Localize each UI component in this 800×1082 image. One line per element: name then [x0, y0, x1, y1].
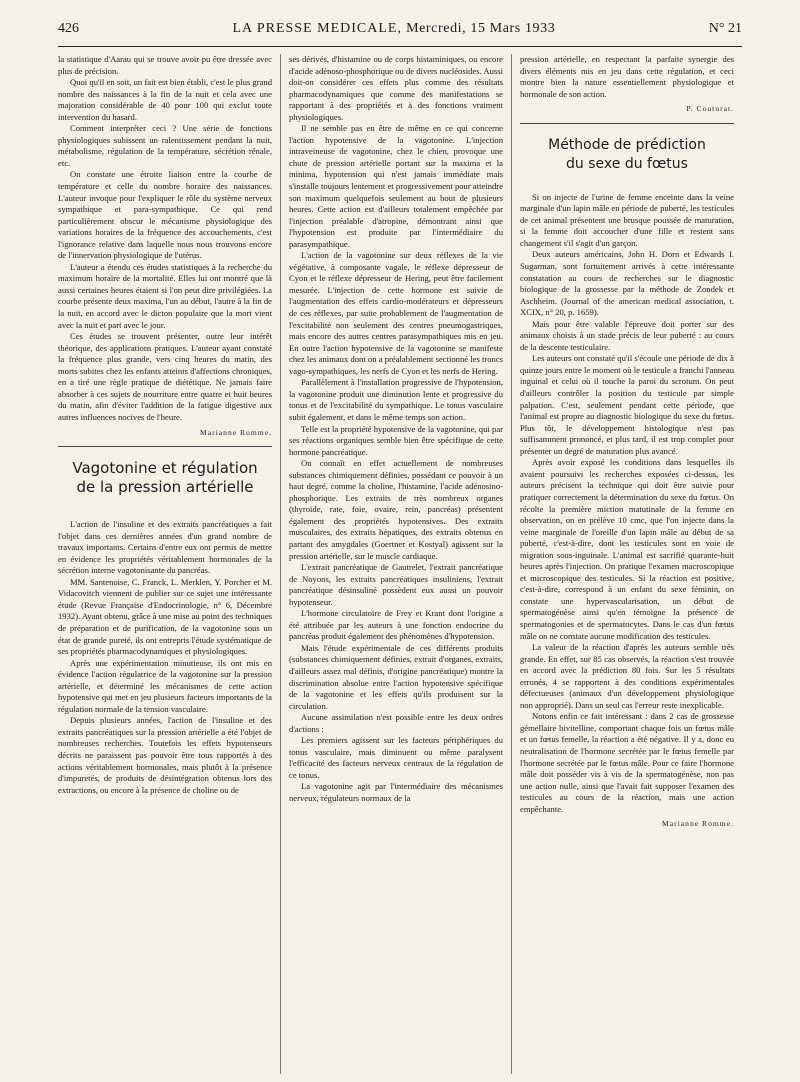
paragraph: Quoi qu'il en soit, un fait est bien établi, c'est le plus grand nombre des naissances à la fin de la nuit et cela avec une majoration considérable de 40 pour 100 qui exclut toute intervention du hasard. [58, 77, 272, 122]
column-divider [280, 54, 281, 1074]
paragraph: Les auteurs ont constaté qu'il s'écoule une période de dix à quinze jours entre le moment où le testicule a franchi l'anneau inguinal et celui où il touche la paroi du scrotum. On peut d'ailleurs contrôler la position du testicule par simple palpation. C'est, seulement pendant cette période, que l'animal est propre au diagnostic biologique du sexe du fœtus. Plus tôt, le développement histologique n'est pas suffisamment prononcé, et plus tard, il est trop complet pour présenter un degré de maturation plus avancé. [520, 353, 734, 456]
column-right [520, 54, 734, 1074]
heading-line: du sexe du fœtus [566, 155, 688, 172]
paragraph: la statistique d'Aarau qui se trouve avoir pu être dressée avec plus de précision. [58, 54, 272, 76]
paragraph: pression artérielle, en respectant la parfaite synergie des divers éléments mis en jeu dans cette régulation, et ceci montre bien la nature essentiellement physiologique et hormonale de son action. [520, 54, 734, 99]
article-divider [58, 446, 272, 447]
paragraph: L'auteur a étendu ces études statistiques à la recherche du maximum horaire de la mortalité. Elles lui ont montré que là aussi certaines heures étaient si l'on peut dire privilégiées. La courbe présente deux maxima, l'un au début, l'autre à la fin de la nuit, en accord avec le dicton populaire que la mort vient avec la nuit et part avec le jour. [58, 261, 272, 330]
heading-line: Méthode de prédiction [548, 136, 706, 153]
author-signature: Marianne Romme. [662, 819, 734, 829]
paragraph: L'extrait pancréatique de Gautrelet, l'extrait pancréatique de Noyons, les extraits pancréatiques insuliniens, l'extrait pancréatique désinsuliné possèdent eux aussi un pouvoir hypotenseur. [289, 562, 503, 607]
paragraph: Après avoir exposé les conditions dans lesquelles ils avaient poursuivi les recherches exposées ci-dessus, les auteurs précisent la technique qui doit être suivie pour pratiquer correctement la détermination du sexe du fœtus. On récolte la première miction matutinale de la femme en observation, on en prélève 10 cmc, que l'on injecte dans la veine marginale de l'oreille d'un lapin mâle au début de sa puberté, c'est-à-dire, dont les testicules sont en voie de migration sous-inguinale. L'animal est sacrifié quarante-huit heures après l'injection. On pratique l'examen macroscopique et microscopique des testicules. Si la réaction est positive, c'est-à-dire, correspond à un enfant du sexe féminin, on constate une hypervascularisation, un début de spermatogénèse ainsi qu'en témoigne la présence de spermatogonies et de spermatocytes. Dans le cas d'un fœtus mâle on ne constate aucune modification des testicules. [520, 457, 734, 641]
paragraph: Telle est la propriété hypotensive de la vagotonine, qui par ses réactions organiques semble bien être spécifique de cette hormone pancréatique. [289, 423, 503, 457]
paragraph: L'action de l'insuline et des extraits pancréatiques a fait l'objet dans ces dernières années d'un grand nombre de travaux importants. Certains d'entre eux ont permis de mettre en évidence les propriétés véritablement hormonales de la sécrétion interne vagotonisante du pancréas. [58, 519, 272, 576]
paragraph: Notons enfin ce fait intéressant : dans 2 cas de grossesse gémellaire bivitelline, comportant chaque fois un fœtus mâle et un fœtus femelle, la réaction a été négative. Il y a, donc eu neutralisation de l'hormone secrétée par le fœtus femelle par l'hormone secrétée par le fœtus mâle. Pour ce faire l'hormone mâle doit posséder vis à vis de la spermatogénèse, non pas une action nulle, ainsi que l'avait fait supposer l'examen des testicules au cours de la réaction, mais une action empêchante. [520, 711, 734, 814]
paragraph: Depuis plusieurs années, l'action de l'insuline et des extraits pancréatiques sur la pression artérielle a été l'objet de nombreuses recherches. Toutefois les effets hypotenseurs décrits ne paraissent pas pouvoir être tous rapportés à des actions véritablement hormonales, mais plutôt à la présence d'impuretés, de produits de désintégration obtenus lors des extractions, ou encore à la présence de choline ou de [58, 715, 272, 795]
header-rule [58, 46, 742, 47]
paragraph: ses dérivés, d'histamine ou de corps histaminiques, ou encore d'acide adénoso-phosphorique ou de divers nucléosides. Aussi doit-on considérer ces effets plus comme des résultats pharmacodynamiques que comme des manifestations se rapportant à des propriétés et à des fonctions vraiment physiologiques. [289, 54, 503, 122]
issue-number: N° 21 [708, 21, 742, 36]
article-divider [520, 123, 734, 124]
paragraph: L'action de la vagotonine sur deux réflexes de la vie végétative, à composante vagale, le réflexe dépresseur de Cyon et le réflexe dépresseur de Hering, peut être facilement mesurée. L'injection de cette hormone est suivie de l'augmentation des effets cardio-modérateurs et dépresseurs de ces réflexes, par suite probablement de l'augmentation de l'excitabilité non seulement des centres pneumogastriques, mais encore des autres centres parasympathiques mis en jeu. En outre l'action hypotensive de la vagotonine se manifeste chez les animaux dont on a préalablement sectionné les troncs vago-sympathiques, les nerfs de Cyon et les nerfs de Hering. [289, 250, 503, 376]
paragraph: Après une expérimentation minutieuse, ils ont mis en évidence l'action régulatrice de la vagotonine sur la pression artérielle, et déterminé les mécanismes de cette action hypotensive qui met en jeu plusieurs facteurs importants de la régulation normale de la tension vasculaire. [58, 657, 272, 714]
journal-masthead [232, 21, 555, 37]
paragraph: L'hormone circulatoire de Frey et Krant dont l'origine a été attribuée par les auteurs à une fonction endocrine du pancréas produit également des phénomènes d'hypotension. [289, 608, 503, 642]
author-signature: P. Couturat. [686, 104, 734, 114]
column-left [58, 54, 272, 1074]
heading-line: Vagotonine et régulation [72, 459, 258, 478]
paragraph: Deux auteurs américains, John H. Dorn et Edwards I. Sugarman, sont fortuitement arrivés à cette intéressante constatation au cours de recherches sur le diagnostic biologique de la grossesse par la méthode de Zondek et Aschheim. (Journal of the american medical association, t. XCIX, n° 20, p. 1659). [520, 249, 734, 318]
paragraph: La valeur de la réaction d'après les auteurs semble très grande. En effet, sur 85 cas observés, la réaction s'est trouvée en accord avec la prédiction 80 fois. Sur les 5 résultats erronés, 4 se rapportent à des conditions expérimentales défectueuses (animaux d'un développement physiologique non approprié). Dans un seul cas l'erreur reste inexplicable. [520, 642, 734, 710]
paragraph: On connaît en effet actuellement de nombreuses substances chimiquement définies, possédant ce pouvoir à un haut degré, comme la choline, l'histamine, l'acide adénosino-phosphorique. Les extraits de très nombreux organes (thyroïde, rate, foie, ovaire, rein, pancréas) présentent également des propriétés hypotensives. Des extraits musculaires, des extraits hépatiques, des extraits obtenus en partant des amygdales (Goertner et Kostyal) agissent sur la pression artérielle, sur le muscle cardiaque. [289, 458, 503, 561]
column-divider [511, 54, 512, 1074]
paragraph: Les premiers agissent sur les facteurs périphériques du tonus vasculaire, mais diminuent ou même paralysent l'efficacité des facteurs nerveux centraux de la régulation de ce tonus. [289, 735, 503, 780]
paragraph: Parallèlement à l'installation progressive de l'hypotension, la vagotonine produit une diminution lente et progressive du tonus et de l'excitabilité du sympathique. Le tonus vasculaire subit également, et dans le même temps son action. [289, 377, 503, 422]
paragraph: La vagotonine agit par l'intermédiaire des mécanismes nerveux, régulateurs normaux de la [289, 781, 503, 803]
paragraph: MM. Santenoise, C. Franck, L. Merklen, Y. Porcher et M. Vidacovitch viennent de publier sur ce sujet une intéressante étude (Revue Française d'Endocrinologie, n° 6, Décembre 1932). Ayant obtenu, grâce à une mise au point des techniques de préparation et de purification, de la vagotonine sous un état de grande pureté, ils ont entrepris l'étude systématique de ses propriétés pharmacodynamiques et physiologiques. [58, 576, 272, 657]
heading-line: de la pression artérielle [76, 478, 254, 497]
page-number: 426 [58, 21, 79, 36]
paragraph: Ces études se trouvent présenter, outre leur intérêt théorique, des applications pratiques. L'auteur ayant constaté la fréquence plus grande, vers cinq heures du matin, des morts subites chez les enfants atteints d'affections chroniques, en a tiré une règle pratique de diététique. Ne jamais faire absorber à ces sujets de nourriture entre quatre et huit heures du matin, afin d'éviter l'addition de la fatigue digestive aux autres influences nocives de l'heure. [58, 331, 272, 422]
paragraph: Mais pour être valable l'épreuve doit porter sur des animaux choisis à un stade précis de leur puberté : au cours de la descente testiculaire. [520, 318, 734, 352]
paragraph: Mais l'étude expérimentale de ces différents produits (substances chimiquement définies, extrait d'organes, extraits, d'ailleurs assez mal définis, d'origine pancréatique) montre la discrimination absolue entre l'action hypotensive spécifique de la vagotonine et les effets qu'ils produisent sur la circulation. [289, 642, 503, 711]
author-signature: Marianne Romme. [200, 427, 272, 437]
paragraph: Aucune assimilation n'est possible entre les deux ordres d'actions : [289, 712, 503, 734]
column-middle [289, 54, 503, 1074]
paragraph: Comment interpréter ceci ? Une série de fonctions physiologiques subissent un ralentissement pendant la nuit, métabolisme, régulation de la température, sécrétion rénale, etc. [58, 123, 272, 168]
page-header [58, 18, 742, 40]
paragraph: Il ne semble pas en être de même en ce qui concerne l'action hypotensive de la vagotonine. L'injection intraveineuse de vagotonine, chez le chien, provoque une chute de pression artérielle portant sur la maxima et la minima, hypotension qui n'est jamais immédiate mais s'installe toujours lentement et progressivement pour atteindre son maximum quelquefois seulement au bout de plusieurs heures. Cette action est d'ailleurs totalement empêchée par l'injection préalable d'atropine, démontrant ainsi que l'hypotension est produite par l'intermédiaire du parasympathique. [289, 123, 503, 249]
issue-date: Mercredi, 15 Mars 1933 [406, 21, 556, 36]
journal-title: LA PRESSE MEDICALE, [232, 21, 402, 36]
paragraph: On constate une étroite liaison entre la courbe de température et celle du nombre horaire des naissances. L'auteur invoque pour l'expliquer le rôle du système nerveux sympathique et para-sympathique. Ce qui rend particulièrement obscur le mécanisme physiologique des variations horaires de la fréquence des accouchements, c'est l'ignorance relative dans laquelle nous nous trouvons encore de l'innervation physiologique de l'utérus. [58, 169, 272, 261]
article-heading [58, 459, 272, 497]
article-heading [520, 136, 734, 174]
paragraph: Si on injecte de l'urine de femme enceinte dans la veine marginale d'un lapin mâle en période de puberté, les testicules de cet animal présentent une brusque poussée de maturation, si la femme doit accoucher d'une fille et restent sans changement s'il s'agit d'un garçon. [520, 191, 734, 248]
